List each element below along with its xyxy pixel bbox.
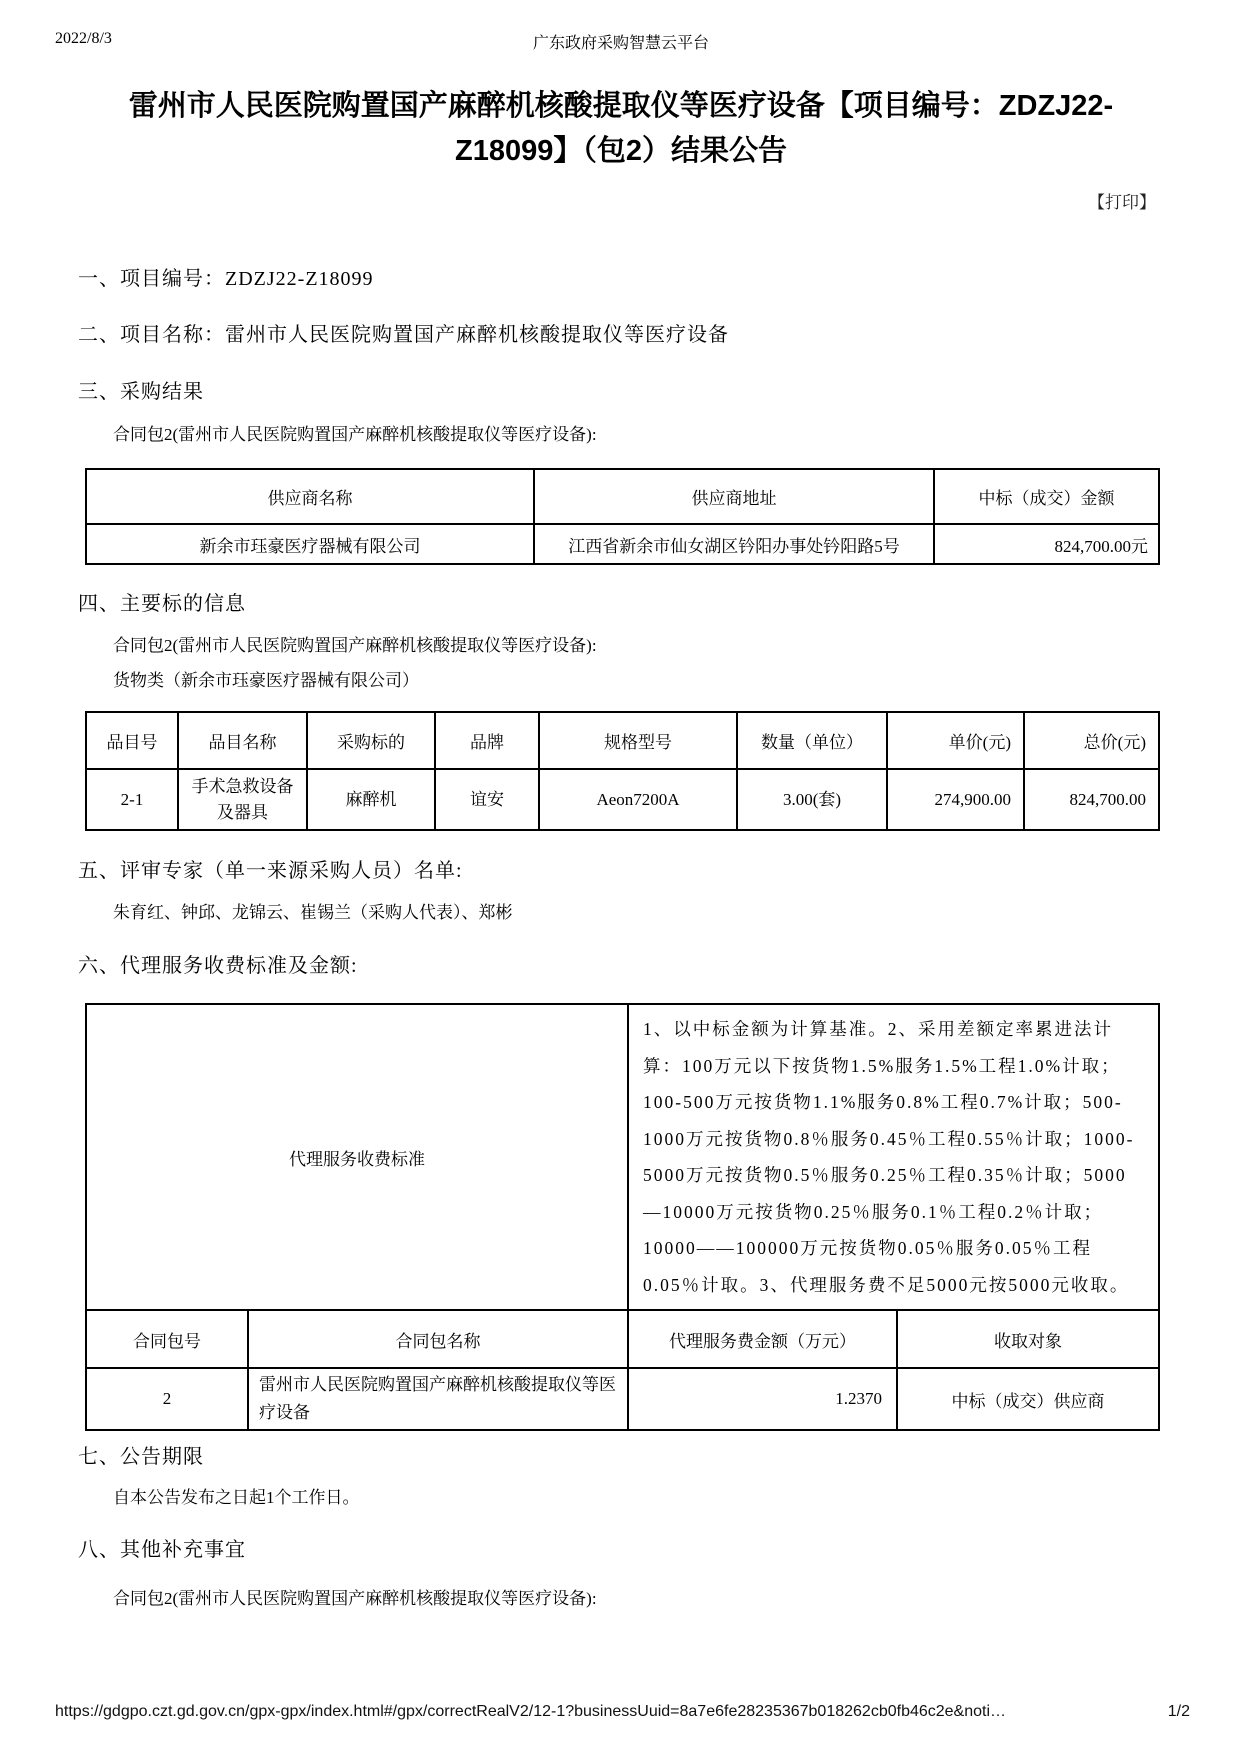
col-header-total-price: 总价(元) <box>1024 712 1159 769</box>
col-header-quantity-unit: 数量（单位） <box>737 712 887 769</box>
section-heading-project-number: 一、项目编号：ZDZJ22-Z18099 <box>78 268 374 290</box>
fee-table-row <box>86 1368 1159 1430</box>
agency-fee-table <box>85 1003 1160 1431</box>
print-button[interactable]: 【打印】 <box>1088 193 1156 212</box>
col-header-unit-price: 单价(元) <box>887 712 1024 769</box>
item-table-row <box>86 769 1159 830</box>
col-header-supplier-name: 供应商名称 <box>86 469 534 524</box>
announcement-period-text: 自本公告发布之日起1个工作日。 <box>113 1488 360 1507</box>
total-price-cell: 824,700.00 <box>1024 769 1159 830</box>
col-header-item-number: 品目号 <box>86 712 178 769</box>
fee-standard-text-cell: 1、以中标金额为计算基准。2、采用差额定率累进法计算：100万元以下按货物1.5%服务1.5%工程1.0%计取；100-500万元按货物1.1%服务0.8%工程0.7%计取；500-1000万元按货物0.8％服务0.45％工程0.55％计取；1000-5000万元按货物0.5％服务0.25％工程0.35％计取；5000—10000万元按货物0.25％服务0.1％工程0.2％计取；10000——100000万元按货物0.05％服务0.05％工程0.05％计取。3、代理服务费不足5000元按5000元收取。 <box>628 1004 1159 1310</box>
supplier-table-row <box>86 524 1159 564</box>
col-header-procurement-subject: 采购标的 <box>307 712 435 769</box>
package-number-cell: 2 <box>86 1368 248 1430</box>
item-table-header-row <box>86 712 1159 769</box>
brand-cell: 谊安 <box>435 769 539 830</box>
col-header-spec-model: 规格型号 <box>539 712 737 769</box>
other-matters-intro: 合同包2(雷州市人民医院购置国产麻醉机核酸提取仪等医疗设备): <box>113 1589 597 1608</box>
col-header-brand: 品牌 <box>435 712 539 769</box>
fee-table-header-row <box>86 1310 1159 1368</box>
fee-payee-cell: 中标（成交）供应商 <box>897 1368 1159 1430</box>
supplier-table-header-row <box>86 469 1159 524</box>
footer-url: https://gdgpo.czt.gd.gov.cn/gpx-gpx/index.html#/gpx/correctRealV2/12-1?businessUuid=8a7e6fe28235367b018262cb0fb46c2e&noti… <box>55 1703 1007 1720</box>
section-heading-other-matters: 八、其他补充事宜 <box>78 1539 246 1561</box>
col-header-supplier-address: 供应商地址 <box>534 469 934 524</box>
item-table <box>85 711 1160 831</box>
quantity-cell: 3.00(套) <box>737 769 887 830</box>
print-date: 2022/8/3 <box>55 30 112 47</box>
col-header-package-name: 合同包名称 <box>248 1310 628 1368</box>
section-heading-main-subject-info: 四、主要标的信息 <box>78 593 246 615</box>
col-header-item-name: 品目名称 <box>178 712 307 769</box>
contract-package-intro-2: 合同包2(雷州市人民医院购置国产麻醉机核酸提取仪等医疗设备): <box>113 636 597 655</box>
supplier-table <box>85 468 1160 565</box>
spec-model-cell: Aeon7200A <box>539 769 737 830</box>
section-heading-announcement-period: 七、公告期限 <box>78 1446 204 1468</box>
footer-page-number: 1/2 <box>1167 1703 1190 1720</box>
supplier-address-cell: 江西省新余市仙女湖区钤阳办事处钤阳路5号 <box>534 524 934 564</box>
page-title: 雷州市人民医院购置国产麻醉机核酸提取仪等医疗设备【项目编号：ZDZJ22-Z18099】（包2）结果公告 <box>128 90 1114 167</box>
item-name-cell: 手术急救设备及器具 <box>178 769 307 830</box>
fee-standard-label-cell: 代理服务收费标准 <box>86 1004 628 1310</box>
contract-package-intro: 合同包2(雷州市人民医院购置国产麻醉机核酸提取仪等医疗设备): <box>113 425 597 444</box>
col-header-award-amount: 中标（成交）金额 <box>934 469 1159 524</box>
item-number-cell: 2-1 <box>86 769 178 830</box>
section-heading-review-experts: 五、评审专家（单一来源采购人员）名单: <box>78 860 463 882</box>
section-heading-procurement-result: 三、采购结果 <box>78 381 204 403</box>
goods-category-line: 货物类（新余市珏豪医疗器械有限公司） <box>113 671 419 690</box>
platform-name: 广东政府采购智慧云平台 <box>532 35 709 52</box>
package-name-cell: 雷州市人民医院购置国产麻醉机核酸提取仪等医疗设备 <box>248 1368 628 1430</box>
fee-amount-cell: 1.2370 <box>628 1368 897 1430</box>
unit-price-cell: 274,900.00 <box>887 769 1024 830</box>
section-heading-agency-fee: 六、代理服务收费标准及金额: <box>78 955 358 977</box>
section-heading-project-name: 二、项目名称：雷州市人民医院购置国产麻醉机核酸提取仪等医疗设备 <box>78 324 729 346</box>
procurement-subject-cell: 麻醉机 <box>307 769 435 830</box>
col-header-fee-amount: 代理服务费金额（万元） <box>628 1310 897 1368</box>
fee-standard-row <box>86 1004 1159 1310</box>
expert-names: 朱育红、钟邱、龙锦云、崔锡兰（采购人代表）、郑彬 <box>113 903 513 922</box>
col-header-package-number: 合同包号 <box>86 1310 248 1368</box>
award-amount-cell: 824,700.00元 <box>934 524 1159 564</box>
col-header-fee-payee: 收取对象 <box>897 1310 1159 1368</box>
supplier-name-cell: 新余市珏豪医疗器械有限公司 <box>86 524 534 564</box>
